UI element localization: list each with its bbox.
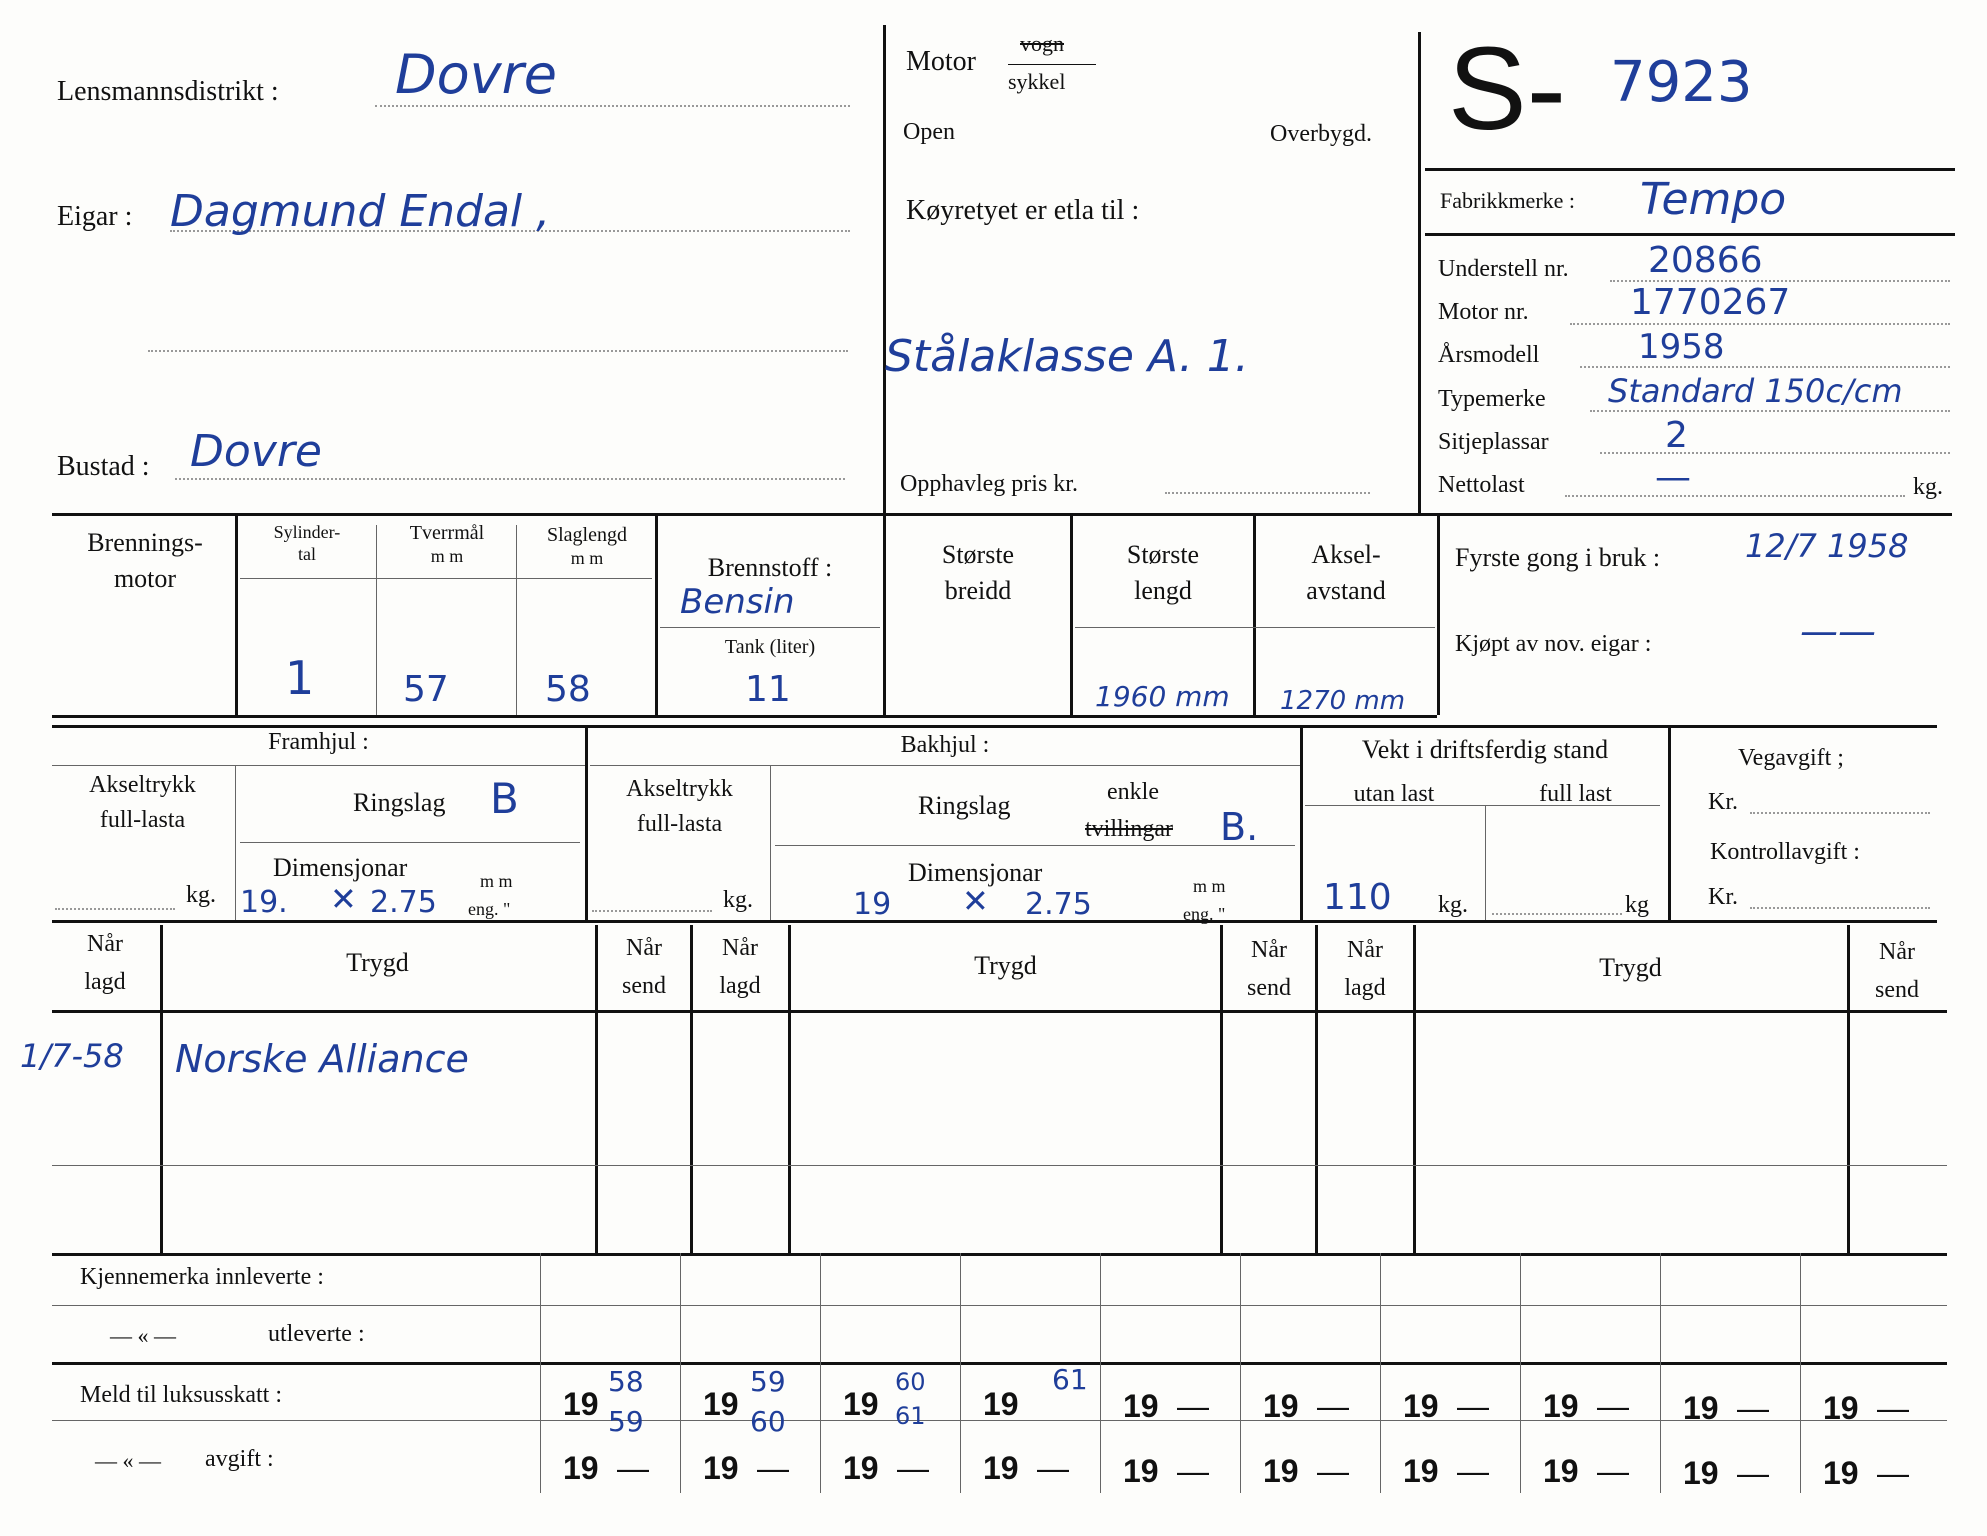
district-value: Dovre <box>395 43 557 106</box>
insurance-header: Trygd <box>1599 953 1662 982</box>
divider <box>52 725 1937 728</box>
chassis-label: Understell nr. <box>1438 256 1569 282</box>
rear-tyre-label: Ringslag <box>918 791 1011 820</box>
divider <box>52 920 1937 923</box>
rear-dim-label: Dimensjonar <box>908 858 1043 887</box>
owner-label: Eigar : <box>57 201 133 232</box>
single-text: enkle <box>1107 779 1159 805</box>
year-dash: — <box>1877 1390 1909 1426</box>
times-icon: ✕ <box>330 881 357 917</box>
plates-delivered-label: Kjennemerka innleverte : <box>80 1264 324 1290</box>
bought-label: Kjøpt av nov. eigar : <box>1455 631 1652 657</box>
price-line <box>1165 492 1370 494</box>
bought-value: —— <box>1800 609 1876 653</box>
rear-axle-load-label: Akseltrykk <box>626 776 733 802</box>
divider <box>540 1253 541 1493</box>
divider <box>376 525 377 715</box>
plates-returned-label: utleverte : <box>268 1321 365 1347</box>
seats-line <box>1600 452 1950 454</box>
sykkel-text: sykkel <box>1008 69 1066 94</box>
length-label: Største <box>1126 540 1200 569</box>
divider <box>1425 168 1955 171</box>
blank-line <box>148 350 848 352</box>
divider <box>1240 1253 1241 1493</box>
vogn-text: vogn <box>1020 31 1064 56</box>
front-mm: m m <box>480 871 513 891</box>
luxury-fee-label: avgift : <box>205 1446 274 1472</box>
year-dash: — <box>1177 1453 1209 1489</box>
year-label: Årsmodell <box>1438 342 1540 368</box>
year-prefix: 19 <box>1403 1453 1439 1489</box>
divider <box>240 578 652 579</box>
control-fee-kr: Kr. <box>1708 884 1738 910</box>
front-axle-load-label: Akseltrykk <box>89 772 196 798</box>
district-label: Lensmannsdistrikt : <box>57 76 279 107</box>
divider <box>52 1165 1947 1166</box>
when-sent-header: send <box>622 973 666 999</box>
divider <box>1437 513 1440 715</box>
divider <box>1300 725 1303 920</box>
year-dash: — <box>1177 1388 1209 1424</box>
type-label: Typemerke <box>1438 386 1546 412</box>
stroke-label: m m <box>570 548 604 568</box>
year-prefix: 19 <box>563 1386 599 1422</box>
divider <box>1847 925 1850 1253</box>
divider <box>52 1010 1947 1013</box>
engine-label: motor <box>113 564 177 593</box>
divider <box>1075 627 1435 628</box>
motor-label: Motor <box>906 46 976 77</box>
divider <box>1485 805 1486 920</box>
divider <box>590 765 1300 766</box>
year-dash: — <box>1317 1388 1349 1424</box>
axle-distance-label: avstand <box>1306 576 1386 605</box>
fuel-value: Bensin <box>680 582 795 622</box>
stroke-value: 58 <box>545 669 591 710</box>
stroke-label: Slaglengd <box>547 524 627 546</box>
registration-prefix: S- <box>1448 23 1566 155</box>
divider <box>52 1305 1947 1306</box>
registration-number: 7923 <box>1610 50 1753 115</box>
tank-label: Tank (liter) <box>724 636 816 658</box>
year-dash: — <box>1457 1388 1489 1424</box>
rear-dim-a: 19 <box>853 887 892 922</box>
divider <box>595 925 598 1253</box>
year-prefix: 19 <box>843 1386 879 1422</box>
cylinders-value: 1 <box>285 651 315 705</box>
overbygd-text: Overbygd. <box>1270 121 1372 147</box>
year-dash: — <box>1737 1390 1769 1426</box>
full-load-kg: kg <box>1625 892 1649 918</box>
divider <box>660 627 880 628</box>
type-line <box>1590 410 1950 412</box>
bore-label: m m <box>430 546 464 566</box>
year-top: 58 <box>608 1365 644 1398</box>
tank-value: 11 <box>745 669 791 710</box>
divider <box>820 1253 821 1493</box>
owner-value: Dagmund Endal , <box>170 186 551 237</box>
make-value: Tempo <box>1640 174 1787 225</box>
rear-axle-load-label: full-lasta <box>636 811 723 837</box>
ditto-mark: — « — <box>95 1448 161 1473</box>
cylinders-label: Sylinder- <box>273 522 341 542</box>
divider <box>52 765 585 766</box>
divider <box>690 925 693 1253</box>
year-dash: — <box>757 1450 789 1486</box>
bore-value: 57 <box>403 669 449 710</box>
front-eng: eng. " <box>468 899 511 919</box>
control-fee-label: Kontrollavgift : <box>1710 839 1860 865</box>
divider <box>680 1253 681 1493</box>
when-sent-header: Når <box>1879 939 1915 965</box>
divider <box>1520 1253 1521 1493</box>
width-label: breidd <box>944 576 1012 605</box>
first-use-label: Fyrste gong i bruk : <box>1455 543 1661 572</box>
full-load-label: full last <box>1539 781 1612 807</box>
motor-no-label: Motor nr. <box>1438 299 1529 325</box>
year-prefix: 19 <box>563 1450 599 1486</box>
luxury-report-label: Meld til luksusskatt : <box>80 1382 283 1408</box>
rear-axle-load-line <box>592 910 712 912</box>
divider <box>1070 513 1073 715</box>
road-tax-line <box>1750 812 1930 814</box>
rear-tyre-value: B. <box>1220 805 1259 849</box>
residence-value: Dovre <box>190 426 322 477</box>
full-load-line <box>1492 913 1622 915</box>
times-icon: ✕ <box>962 883 989 919</box>
insurance-header: Trygd <box>346 948 409 977</box>
year-dash: — <box>1877 1455 1909 1491</box>
divider <box>655 513 658 715</box>
front-dim-a: 19. <box>240 885 288 920</box>
road-tax-label: Vegavgift ; <box>1738 745 1844 771</box>
year-prefix: 19 <box>1823 1455 1859 1491</box>
rear-kg: kg. <box>723 887 753 913</box>
year-dash: — <box>1597 1453 1629 1489</box>
year-prefix: 19 <box>1123 1453 1159 1489</box>
year-value: 1958 <box>1638 327 1725 367</box>
without-load-label: utan last <box>1353 781 1435 807</box>
intended-value: Stålaklasse A. 1. <box>885 331 1249 382</box>
year-dash: — <box>617 1450 649 1486</box>
divider <box>52 715 1437 718</box>
engine-label: Brennings- <box>87 528 203 557</box>
rear-dim-b: 2.75 <box>1025 887 1092 922</box>
control-fee-line <box>1750 907 1930 909</box>
front-tyre-value: B <box>490 774 519 823</box>
motor-no-value: 1770267 <box>1630 282 1791 323</box>
year-prefix: 19 <box>1263 1453 1299 1489</box>
year-bottom: 60 <box>750 1405 786 1438</box>
rear-wheel-label: Bakhjul : <box>900 732 990 758</box>
year-prefix: 19 <box>703 1450 739 1486</box>
divider <box>1380 1253 1381 1493</box>
when-laid-header: Når <box>722 935 758 961</box>
year-prefix: 19 <box>1543 1388 1579 1424</box>
divider <box>160 925 163 1253</box>
front-dim-label: Dimensjonar <box>273 853 408 882</box>
first-use-value: 12/7 1958 <box>1745 527 1909 565</box>
year-dash: — <box>1737 1455 1769 1491</box>
divider <box>1220 925 1223 1253</box>
divider <box>240 842 580 843</box>
length-value: 1960 mm <box>1095 680 1230 713</box>
fraction-line <box>1008 64 1096 65</box>
ditto-mark: — « — <box>110 1323 176 1348</box>
make-label: Fabrikkmerke : <box>1440 188 1576 213</box>
insurance-date: 1/7-58 <box>20 1037 124 1075</box>
motor-no-line <box>1570 323 1950 325</box>
length-label: lengd <box>1134 576 1192 605</box>
year-bottom: 61 <box>895 1402 926 1430</box>
divider <box>775 845 1295 846</box>
payload-label: Nettolast <box>1438 472 1525 498</box>
type-value: Standard 150c/cm <box>1608 372 1903 410</box>
year-dash: — <box>1597 1388 1629 1424</box>
insurance-company: Norske Alliance <box>175 1037 469 1081</box>
divider <box>516 525 517 715</box>
divider <box>883 25 886 513</box>
payload-unit: kg. <box>1913 474 1943 500</box>
year-prefix: 19 <box>1543 1453 1579 1489</box>
when-laid-header: lagd <box>1344 975 1386 1001</box>
open-text: Open <box>903 119 955 145</box>
weight-value: 110 <box>1323 877 1392 918</box>
divider <box>1253 513 1256 715</box>
year-prefix: 19 <box>1683 1390 1719 1426</box>
seats-value: 2 <box>1665 415 1688 456</box>
cylinders-label: tal <box>298 544 316 564</box>
year-bottom: 59 <box>608 1405 644 1438</box>
year-prefix: 19 <box>1123 1388 1159 1424</box>
rear-eng: eng. " <box>1183 904 1226 924</box>
year-prefix: 19 <box>1823 1390 1859 1426</box>
divider <box>52 513 1952 516</box>
payload-value: — <box>1655 457 1691 498</box>
bore-label: Tverrmål <box>409 522 485 544</box>
weight-kg: kg. <box>1438 892 1468 918</box>
year-prefix: 19 <box>1263 1388 1299 1424</box>
year-dash: — <box>1037 1450 1069 1486</box>
divider <box>1425 233 1955 236</box>
when-sent-header: Når <box>626 935 662 961</box>
year-dash: — <box>897 1450 929 1486</box>
twin-text: tvillingar <box>1085 816 1173 842</box>
year-prefix: 19 <box>843 1450 879 1486</box>
front-axle-load-line <box>55 908 175 910</box>
when-laid-header: lagd <box>84 969 126 995</box>
price-label: Opphavleg pris kr. <box>900 471 1078 497</box>
road-tax-kr: Kr. <box>1708 789 1738 815</box>
year-prefix: 19 <box>703 1386 739 1422</box>
width-label: Største <box>941 540 1015 569</box>
divider <box>235 765 236 920</box>
axle-distance-label: Aksel- <box>1311 540 1381 569</box>
payload-line <box>1565 495 1905 497</box>
when-laid-header: lagd <box>719 973 761 999</box>
divider <box>960 1253 961 1493</box>
year-top: 61 <box>1052 1363 1088 1396</box>
when-laid-header: Når <box>87 931 123 957</box>
front-wheel-label: Framhjul : <box>268 729 369 755</box>
when-sent-header: send <box>1875 977 1919 1003</box>
divider <box>1413 925 1416 1253</box>
year-prefix: 19 <box>1683 1455 1719 1491</box>
divider <box>770 765 771 920</box>
year-dash: — <box>1457 1453 1489 1489</box>
divider <box>1668 725 1671 920</box>
year-prefix: 19 <box>983 1450 1019 1486</box>
year-top: 60 <box>895 1368 926 1396</box>
divider <box>52 1362 1947 1365</box>
rear-mm: m m <box>1193 876 1226 896</box>
front-kg: kg. <box>186 882 216 908</box>
front-dim-b: 2.75 <box>370 885 437 920</box>
front-axle-load-label: full-lasta <box>99 807 186 833</box>
residence-line <box>175 478 845 480</box>
divider <box>788 925 791 1253</box>
when-laid-header: Når <box>1347 937 1383 963</box>
year-top: 59 <box>750 1365 786 1398</box>
when-sent-header: send <box>1247 975 1291 1001</box>
axle-distance-value: 1270 mm <box>1280 686 1406 716</box>
chassis-value: 20866 <box>1648 240 1763 281</box>
year-prefix: 19 <box>1403 1388 1439 1424</box>
divider <box>235 513 238 715</box>
year-prefix: 19 <box>983 1386 1019 1422</box>
weight-label: Vekt i driftsferdig stand <box>1361 735 1609 764</box>
seats-label: Sitjeplassar <box>1438 429 1549 455</box>
divider <box>1660 1253 1661 1493</box>
divider <box>883 513 886 715</box>
residence-label: Bustad : <box>57 451 150 482</box>
divider <box>1100 1253 1101 1493</box>
divider <box>1418 32 1421 513</box>
fuel-label: Brennstoff : <box>707 553 833 582</box>
when-sent-header: Når <box>1251 937 1287 963</box>
divider <box>1800 1253 1801 1493</box>
year-line <box>1580 366 1950 368</box>
divider <box>585 725 588 920</box>
intended-label: Køyretyet er etla til : <box>906 195 1140 226</box>
year-dash: — <box>1317 1453 1349 1489</box>
divider <box>52 1253 1947 1256</box>
divider <box>1315 925 1318 1253</box>
front-tyre-label: Ringslag <box>353 788 446 817</box>
insurance-header: Trygd <box>974 951 1037 980</box>
